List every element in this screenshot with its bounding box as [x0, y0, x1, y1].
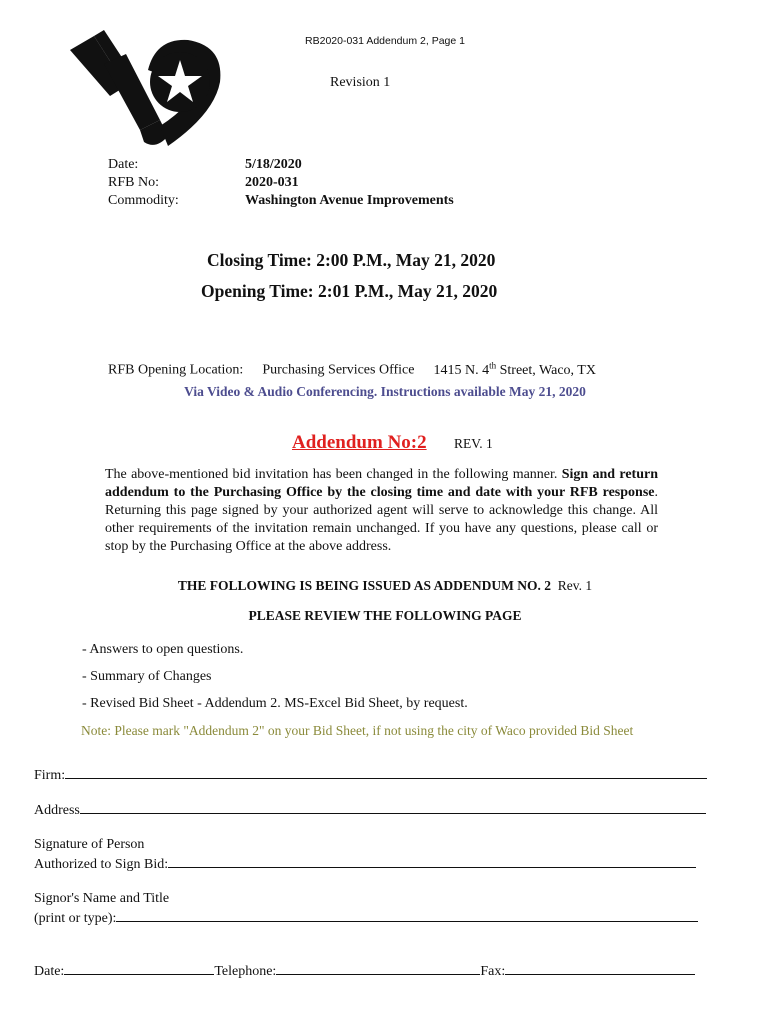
signor-label: Signor's Name and Title — [34, 891, 170, 906]
video-conference-note: Via Video & Audio Conferencing. Instructions available May 21, 2020 — [184, 384, 586, 399]
instructions-paragraph: The above-mentioned bid invitation has been changed in the following manner. Sign and return addendum to the Purchasing Office by the closing time and date with your RFB response. Returning this page signed by your authorized agent will serve to acknowledge this change. All other requirements of the invitation remain unchanged. If you have any questions, please call or stop by the Purchasing Office at the above address. — [105, 467, 658, 554]
opening-location — [108, 360, 596, 379]
bid-sheet-note: Note: Please mark "Addendum 2" on your Bid Sheet, if not using the city of Waco provided Bid Sheet — [81, 723, 634, 738]
date-value: 5/18/2020 — [245, 157, 302, 172]
document-reference: RB2020-031 Addendum 2, Page 1 — [305, 35, 465, 47]
closing-time: Closing Time: 2:00 P.M., May 21, 2020 — [207, 250, 496, 270]
contact-fields — [34, 962, 695, 980]
list-item: - Summary of Changes — [82, 669, 212, 684]
telephone-field[interactable]: Telephone: — [214, 964, 480, 979]
list-item: - Revised Bid Sheet - Addendum 2. MS-Excel Bid Sheet, by request. — [82, 696, 468, 711]
waco-star-logo-icon — [64, 30, 226, 150]
list-item: - Answers to open questions. — [82, 642, 244, 657]
location-address: 1415 N. 4th Street, Waco, TX — [433, 360, 596, 378]
signor-field[interactable]: (print or type): — [34, 909, 698, 927]
signature-label: Signature of Person — [34, 837, 145, 852]
addendum-title: Addendum No:2 — [292, 432, 427, 453]
issued-heading: THE FOLLOWING IS BEING ISSUED AS ADDENDUM NO. 2 Rev. 1 — [177, 578, 593, 593]
opening-time: Opening Time: 2:01 P.M., May 21, 2020 — [201, 281, 498, 301]
address-field[interactable]: Address — [34, 801, 706, 819]
signature-field[interactable]: Authorized to Sign Bid: — [34, 855, 696, 873]
review-heading: PLEASE REVIEW THE FOLLOWING PAGE — [248, 608, 522, 623]
rfb-label: RFB No: — [108, 175, 159, 190]
commodity-label: Commodity: — [108, 193, 179, 208]
firm-field[interactable]: Firm: — [34, 766, 707, 784]
addendum-rev: REV. 1 — [454, 436, 493, 451]
location-label: RFB Opening Location: — [108, 362, 244, 378]
commodity-value: Washington Avenue Improvements — [245, 193, 454, 208]
date-field[interactable]: Date: — [34, 964, 214, 979]
revision-label: Revision 1 — [330, 75, 391, 90]
date-label: Date: — [108, 157, 139, 172]
fax-field[interactable]: Fax: — [480, 964, 695, 979]
location-office: Purchasing Services Office — [262, 362, 415, 378]
rfb-value: 2020-031 — [245, 175, 299, 190]
